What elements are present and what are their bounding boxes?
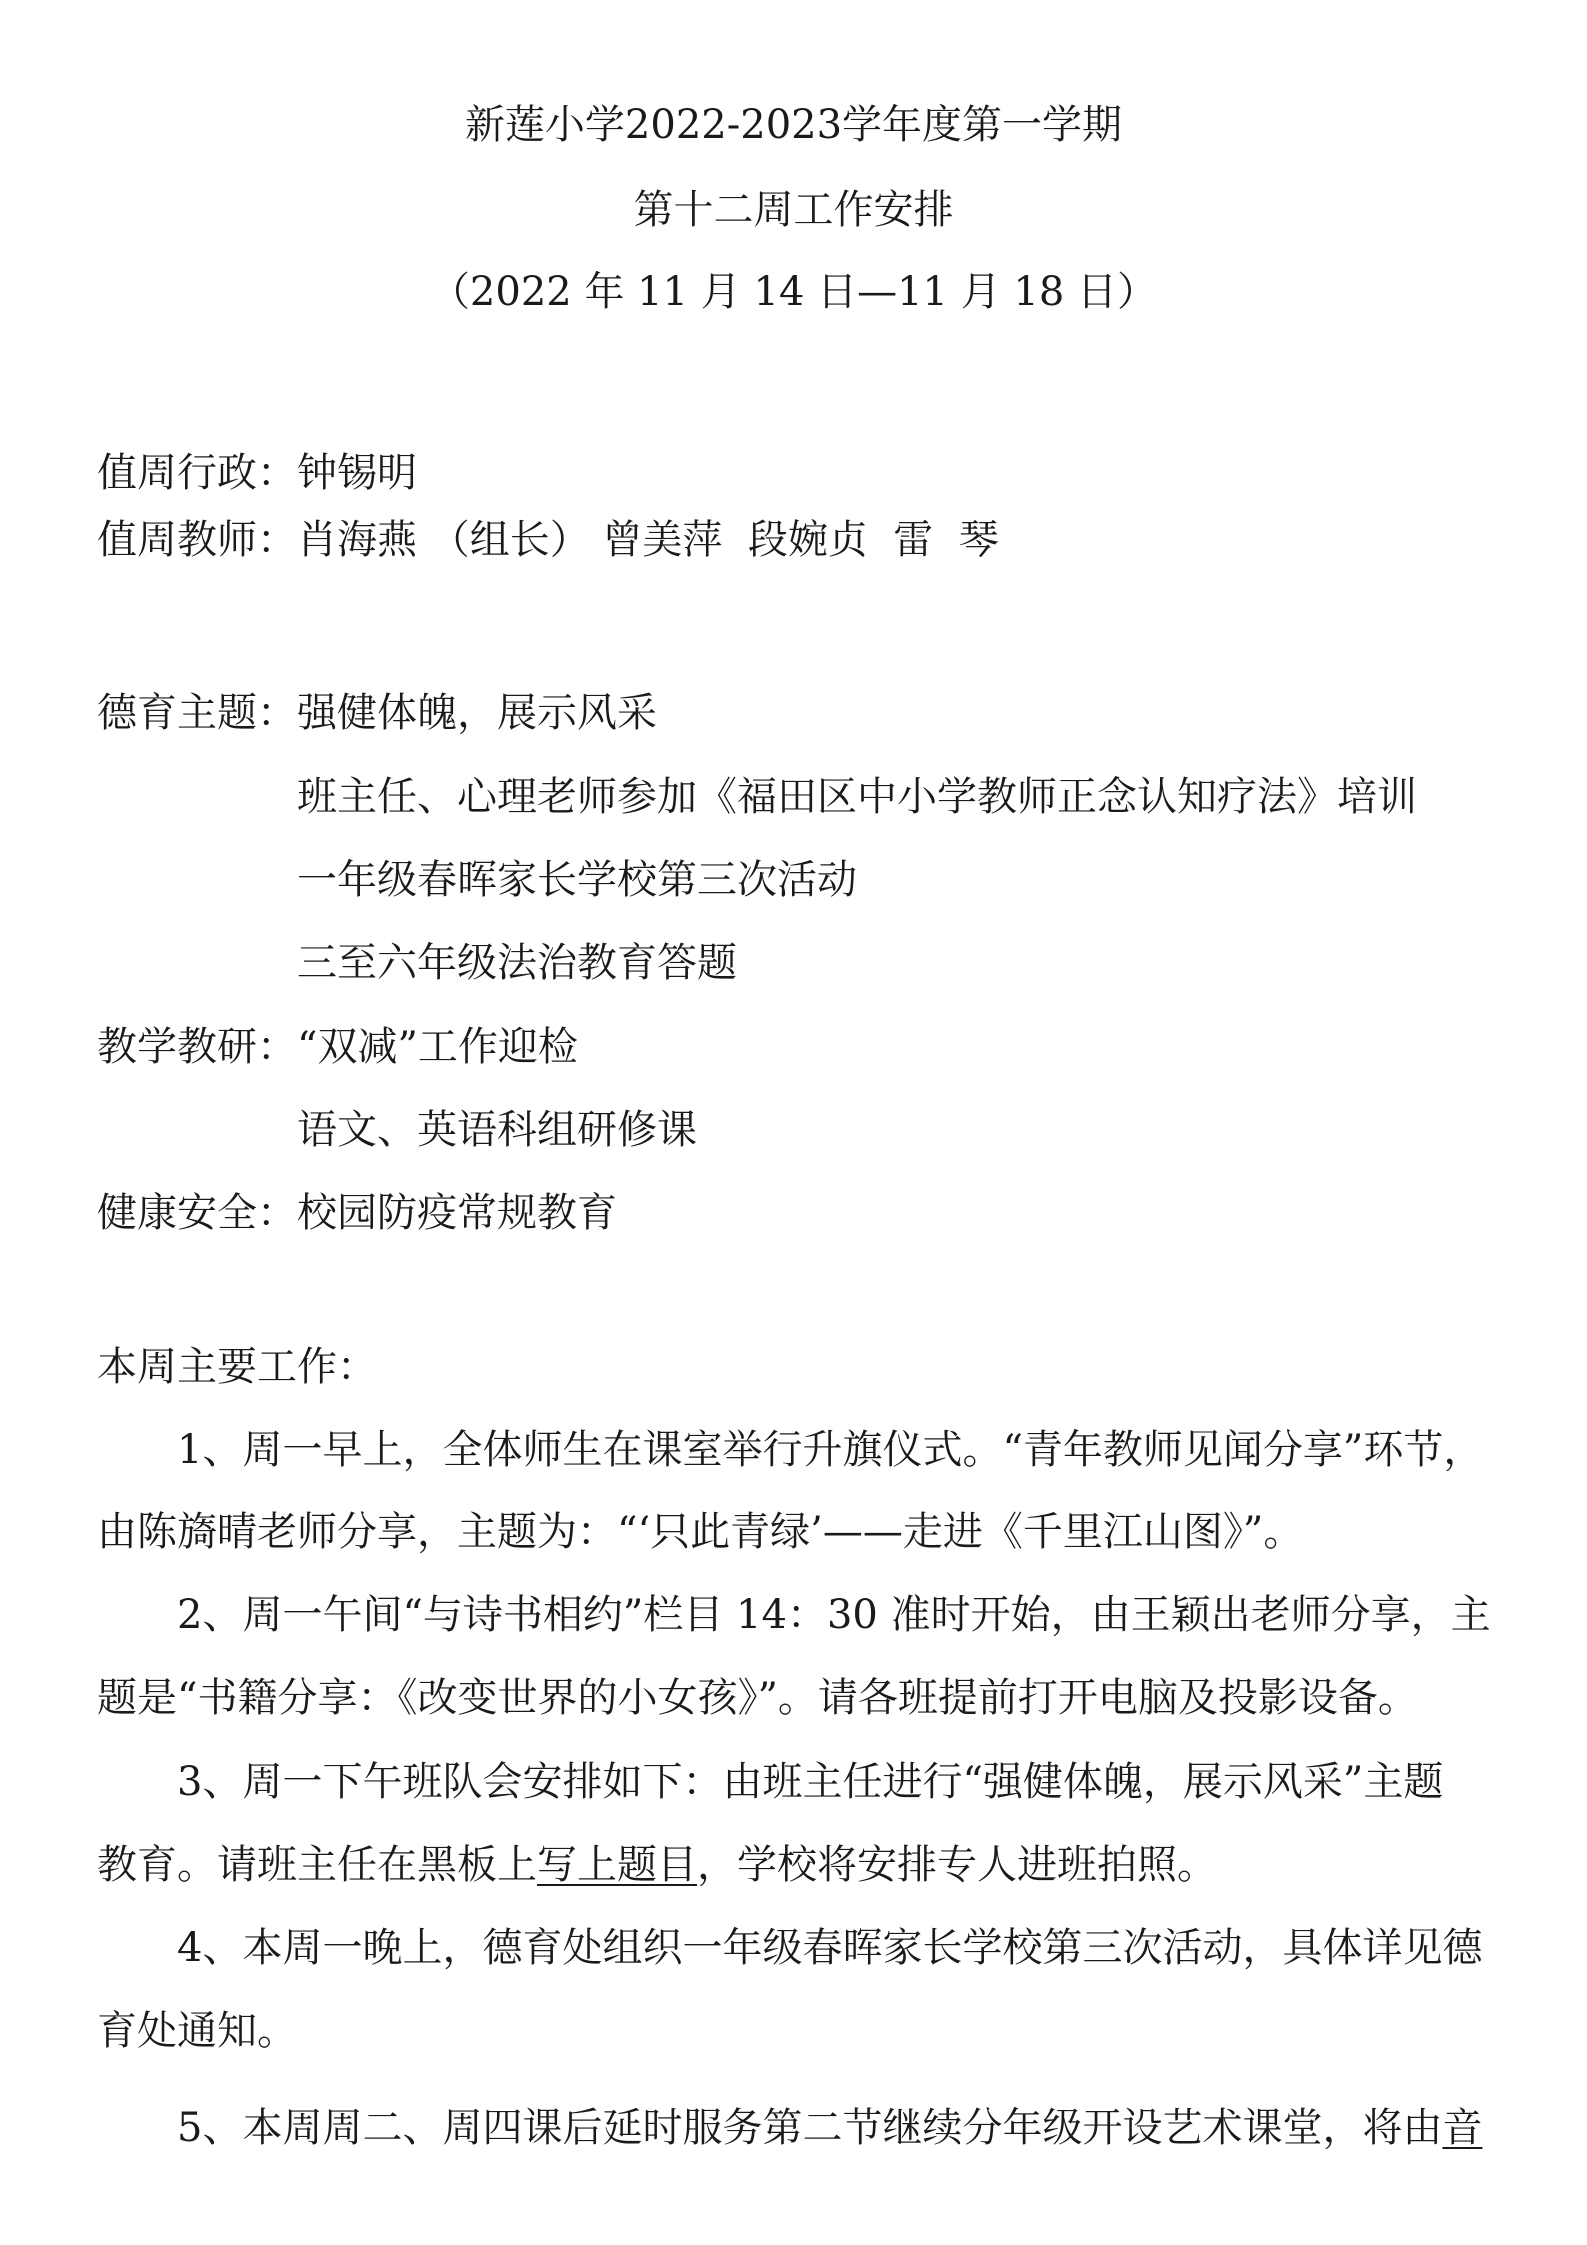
work-heading: 本周主要工作：: [97, 1344, 377, 1390]
work-item-5-line-1: [177, 2098, 1482, 2158]
teaching-label: 教学教研：: [97, 1024, 297, 1070]
duty-teachers-names: 肖海燕 （组长） 曾美萍 段婉贞 雷 琴: [297, 517, 999, 563]
safety-item: 校园防疫常规教育: [297, 1190, 617, 1236]
moral-theme-item: 强健体魄，展示风采: [297, 690, 657, 736]
document-title: 新莲小学2022-2023学年度第一学期: [464, 102, 1123, 148]
work-item-3-line-2: [97, 1835, 1217, 1895]
work-item-4-line-1: 4、本周一晚上，德育处组织一年级春晖家长学校第三次活动，具体详见德: [177, 1925, 1483, 1971]
work-item-3-line-1: 3、周一下午班队会安排如下：由班主任进行“强健体魄，展示风采”主题: [177, 1759, 1444, 1805]
work-item-5-text: 5、本周周二、周四课后延时服务第二节继续分年级开设艺术课堂，将由: [177, 2105, 1443, 2151]
moral-theme-item: 一年级春晖家长学校第三次活动: [297, 857, 857, 903]
work-item-1-line-1: 1、周一早上，全体师生在课室举行升旗仪式。“青年教师见闻分享”环节，: [177, 1427, 1484, 1473]
safety-row: [97, 1183, 617, 1243]
duty-admin-label: 值周行政：: [97, 450, 297, 496]
date-range: （2022 年 11 月 14 日—11 月 18 日）: [429, 269, 1158, 315]
duty-teachers-row: [97, 510, 999, 570]
work-item-4-line-2: 育处通知。: [97, 2008, 297, 2054]
teaching-item: “双减”工作迎检: [297, 1024, 578, 1070]
duty-admin-name: 钟锡明: [297, 450, 417, 496]
duty-teachers-label: 值周教师：: [97, 517, 297, 563]
moral-theme-label: 德育主题：: [97, 690, 297, 736]
teaching-item: 语文、英语科组研修课: [297, 1107, 697, 1153]
duty-admin-row: [97, 443, 417, 503]
safety-label: 健康安全：: [97, 1190, 297, 1236]
moral-theme-item: 班主任、心理老师参加《福田区中小学教师正念认知疗法》培训: [297, 774, 1417, 820]
moral-theme-item: 三至六年级法治教育答题: [297, 940, 737, 986]
teaching-row: [97, 1017, 578, 1077]
work-item-2-line-1: 2、周一午间“与诗书相约”栏目 14：30 准时开始，由王颖出老师分享，主: [177, 1592, 1491, 1638]
work-item-3-text: ，学校将安排专人进班拍照。: [697, 1842, 1217, 1888]
moral-theme-row: [97, 683, 657, 743]
document-subtitle: 第十二周工作安排: [633, 187, 954, 233]
work-item-1-line-2: 由陈旖晴老师分享，主题为：“‘只此青绿’——走进《千里江山图》”。: [97, 1509, 1304, 1555]
underlined-text: 写上题目: [537, 1842, 697, 1888]
work-item-3-text: 教育。请班主任在黑板上: [97, 1842, 537, 1888]
work-item-2-line-2: 题是“书籍分享：《改变世界的小女孩》”。请各班提前打开电脑及投影设备。: [97, 1675, 1418, 1721]
underlined-text: 音: [1442, 2105, 1483, 2151]
